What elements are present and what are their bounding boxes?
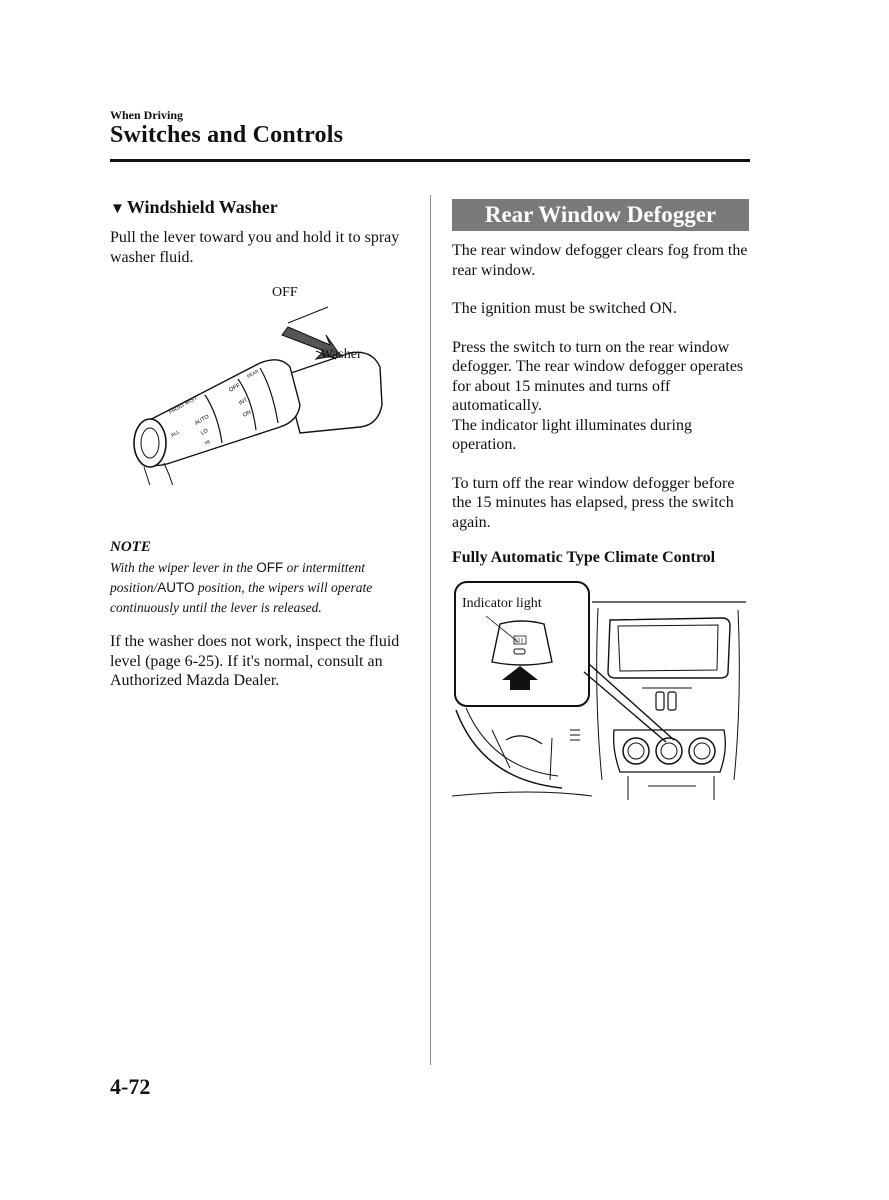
column-divider bbox=[430, 195, 431, 1065]
windshield-washer-heading-text: Windshield Washer bbox=[126, 197, 278, 217]
lever-marking-rear: REAR bbox=[246, 368, 260, 379]
off-callout-label: OFF bbox=[272, 285, 298, 300]
washer-outro-text: If the washer does not work, inspect the fluid level (page 6-25). If it's normal, consult an Authorized Mazda Dealer. bbox=[110, 633, 400, 689]
right-column bbox=[452, 199, 750, 567]
wiper-lever-illustration bbox=[110, 275, 410, 485]
lever-marking-lo: LO bbox=[200, 427, 210, 437]
note-inline-off: OFF bbox=[256, 560, 284, 575]
washer-callout-label: Washer bbox=[320, 347, 362, 362]
defogger-paragraph-2: The ignition must be switched ON. bbox=[452, 300, 677, 317]
lever-marking-front: FRONT bbox=[168, 402, 187, 416]
note-text-1: With the wiper lever in the bbox=[110, 560, 253, 575]
page-title: Switches and Controls bbox=[110, 122, 344, 148]
defogger-paragraph-3b: The indicator light illuminates during operation. bbox=[452, 416, 692, 453]
lever-marking-hi: HI bbox=[204, 439, 212, 447]
note-text-3: position, the wipers will operate continuously until the lever is released. bbox=[110, 580, 373, 615]
lever-marking-int: INT bbox=[238, 397, 249, 407]
rear-window-defogger-banner: Rear Window Defogger bbox=[452, 199, 749, 231]
note-inline-auto: AUTO bbox=[157, 580, 195, 595]
climate-control-figure bbox=[452, 580, 750, 810]
note-title: NOTE bbox=[110, 539, 151, 555]
title-rule bbox=[110, 159, 750, 162]
left-column bbox=[110, 197, 410, 691]
page-number: 4-72 bbox=[110, 1074, 151, 1099]
triangle-marker-icon: ▼ bbox=[110, 201, 125, 217]
section-label: When Driving bbox=[110, 108, 184, 122]
defogger-paragraph-3a: Press the switch to turn on the rear window defogger. The rear window defogger operates for about 15 minutes and turns off automatically. bbox=[452, 338, 744, 414]
wiper-lever-figure bbox=[110, 275, 410, 485]
note-body bbox=[110, 558, 410, 618]
lever-marking-all: ALL bbox=[170, 429, 181, 439]
climate-control-subheading: Fully Automatic Type Climate Control bbox=[452, 549, 716, 566]
lever-marking-on: ON bbox=[242, 409, 253, 419]
dashboard-illustration bbox=[452, 580, 750, 810]
windshield-washer-heading bbox=[110, 197, 410, 218]
indicator-light-label: Indicator light bbox=[462, 596, 542, 611]
note-text-2: or intermittent position/ bbox=[110, 560, 365, 595]
lever-marking-auto: AUTO bbox=[194, 413, 211, 427]
lever-marking-off: OFF bbox=[228, 382, 242, 394]
washer-intro-text: Pull the lever toward you and hold it to spray washer fluid. bbox=[110, 229, 400, 266]
defogger-paragraph-4: To turn off the rear window defogger before the 15 minutes has elapsed, press the switch again. bbox=[452, 474, 735, 531]
defogger-paragraph-1: The rear window defogger clears fog from the rear window. bbox=[452, 242, 748, 279]
lever-marking-mist: MIST bbox=[184, 395, 199, 407]
